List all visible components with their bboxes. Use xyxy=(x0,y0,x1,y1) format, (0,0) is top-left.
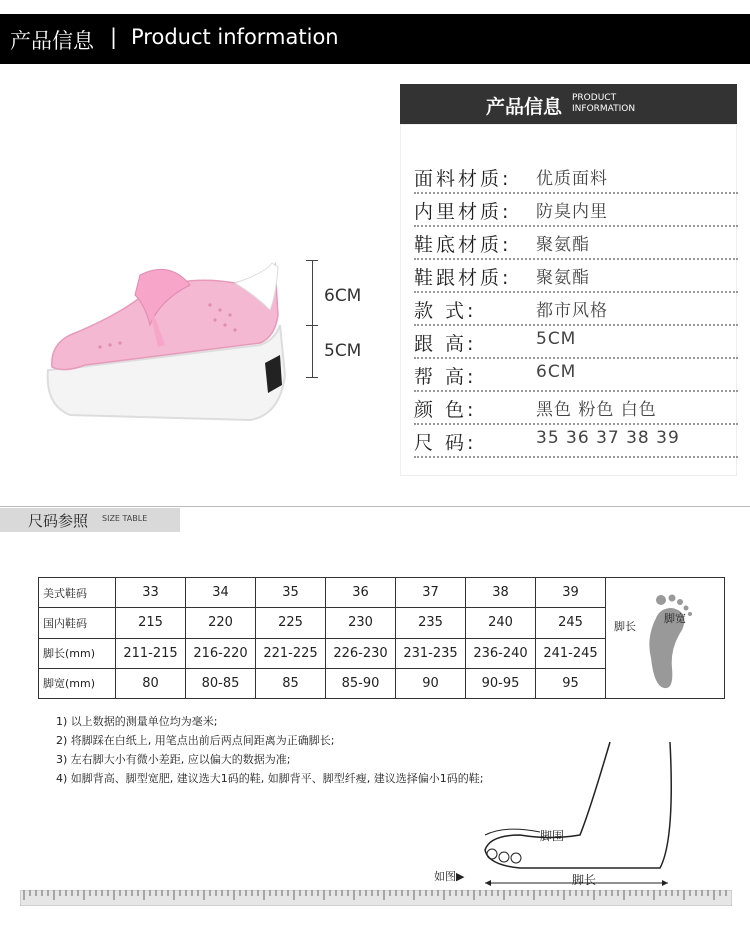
spec-row xyxy=(414,424,738,458)
row-header: 美式鞋码 xyxy=(39,578,116,608)
note-item: 1) 以上数据的测量单位均为毫米; xyxy=(56,715,218,728)
table-cell: 236-240 xyxy=(466,638,536,668)
table-cell: 90 xyxy=(396,668,466,698)
table-cell: 80-85 xyxy=(186,668,256,698)
section-header xyxy=(0,14,750,64)
panel-title-en-line1: PRODUCT xyxy=(572,93,617,103)
note-item: 3) 左右脚大小有微小差距, 应以偏大的数据为准; xyxy=(56,753,291,766)
table-cell: 38 xyxy=(466,578,536,608)
spec-value: 5CM xyxy=(536,329,577,349)
spec-label: 内里材质: xyxy=(414,201,512,223)
spec-value: 优质面料 xyxy=(536,169,608,189)
size-table-tab xyxy=(0,508,180,532)
spec-label: 面料材质: xyxy=(414,168,512,190)
table-cell: 225 xyxy=(256,608,326,638)
notes-list xyxy=(56,712,483,788)
dimension-tick xyxy=(306,260,318,261)
spec-label: 帮 高: xyxy=(414,366,477,388)
spec-label: 颜 色: xyxy=(414,399,477,421)
spec-label: 鞋底材质: xyxy=(414,234,512,256)
foot-diagram-cell xyxy=(606,578,725,699)
spec-row xyxy=(414,226,738,260)
table-cell: 231-235 xyxy=(396,638,466,668)
spec-value: 35 36 37 38 39 xyxy=(536,428,680,448)
size-table xyxy=(38,577,725,699)
section-divider xyxy=(0,506,750,507)
table-cell: 245 xyxy=(536,608,606,638)
spec-label: 款 式: xyxy=(414,300,477,322)
spec-label: 鞋跟材质: xyxy=(414,267,512,289)
panel-title-en xyxy=(572,93,635,115)
table-cell: 221-225 xyxy=(256,638,326,668)
table-cell: 33 xyxy=(116,578,186,608)
table-cell: 36 xyxy=(326,578,396,608)
spec-row xyxy=(414,391,738,425)
panel-title-en-line2: INFORMATION xyxy=(572,104,636,114)
table-cell: 220 xyxy=(186,608,256,638)
table-cell: 240 xyxy=(466,608,536,638)
row-header: 脚宽(mm) xyxy=(39,668,116,698)
dimension-tick xyxy=(306,325,318,326)
table-cell: 85 xyxy=(256,668,326,698)
height-dimension-line xyxy=(312,260,313,378)
spec-row xyxy=(414,325,738,359)
table-cell: 211-215 xyxy=(116,638,186,668)
table-cell: 95 xyxy=(536,668,606,698)
table-cell: 235 xyxy=(396,608,466,638)
header-title-cn: 产品信息 xyxy=(10,29,94,53)
spec-value: 6CM xyxy=(536,362,577,382)
table-cell: 37 xyxy=(396,578,466,608)
header-title-en: Product information xyxy=(131,25,339,49)
table-cell: 34 xyxy=(186,578,256,608)
as-shown-label: 如图▶ xyxy=(434,870,465,883)
spec-value: 黑色 粉色 白色 xyxy=(536,400,657,420)
table-row xyxy=(39,578,725,608)
spec-row xyxy=(414,193,738,227)
foot-width-mark: 脚宽 xyxy=(664,612,686,625)
spec-value: 聚氨酯 xyxy=(536,268,590,288)
table-cell: 85-90 xyxy=(326,668,396,698)
footprint-icon xyxy=(606,578,724,694)
note-item: 2) 将脚踩在白纸上, 用笔点出前后两点间距离为正确脚长; xyxy=(56,734,335,747)
spec-row xyxy=(414,160,738,194)
size-table-title-en: SIZE TABLE xyxy=(102,514,148,523)
spec-value: 聚氨酯 xyxy=(536,235,590,255)
table-cell: 226-230 xyxy=(326,638,396,668)
foot-circumference-label: 脚围 xyxy=(540,829,565,843)
spec-value: 都市风格 xyxy=(536,301,608,321)
spec-row xyxy=(414,358,738,392)
table-cell: 215 xyxy=(116,608,186,638)
table-cell: 39 xyxy=(536,578,606,608)
table-cell: 230 xyxy=(326,608,396,638)
note-item: 4) 如脚背高、脚型宽肥, 建议选大1码的鞋, 如脚背平、脚型纤瘦, 建议选择偏小1码的鞋; xyxy=(56,772,484,785)
table-cell: 80 xyxy=(116,668,186,698)
spec-row xyxy=(414,259,738,293)
spec-label: 跟 高: xyxy=(414,333,477,355)
table-cell: 241-245 xyxy=(536,638,606,668)
spec-label: 尺 码: xyxy=(414,432,477,454)
product-info-panel-header xyxy=(400,84,737,124)
heel-height-label: 5CM xyxy=(324,341,362,361)
foot-length-label: 脚长 xyxy=(572,873,597,887)
table-cell: 90-95 xyxy=(466,668,536,698)
header-separator: | xyxy=(110,25,118,49)
dimension-tick xyxy=(306,377,318,378)
table-cell: 216-220 xyxy=(186,638,256,668)
upper-height-label: 6CM xyxy=(324,286,362,306)
row-header: 脚长(mm) xyxy=(39,638,116,668)
shoe-image xyxy=(40,255,300,435)
ruler xyxy=(20,890,732,906)
spec-value: 防臭内里 xyxy=(536,202,608,222)
foot-length-mark: 脚长 xyxy=(614,620,636,633)
row-header: 国内鞋码 xyxy=(39,608,116,638)
size-table-title-cn: 尺码参照 xyxy=(28,512,89,530)
panel-title-cn: 产品信息 xyxy=(486,96,563,118)
table-cell: 35 xyxy=(256,578,326,608)
spec-row xyxy=(414,292,738,326)
foot-side-diagram xyxy=(430,740,690,890)
